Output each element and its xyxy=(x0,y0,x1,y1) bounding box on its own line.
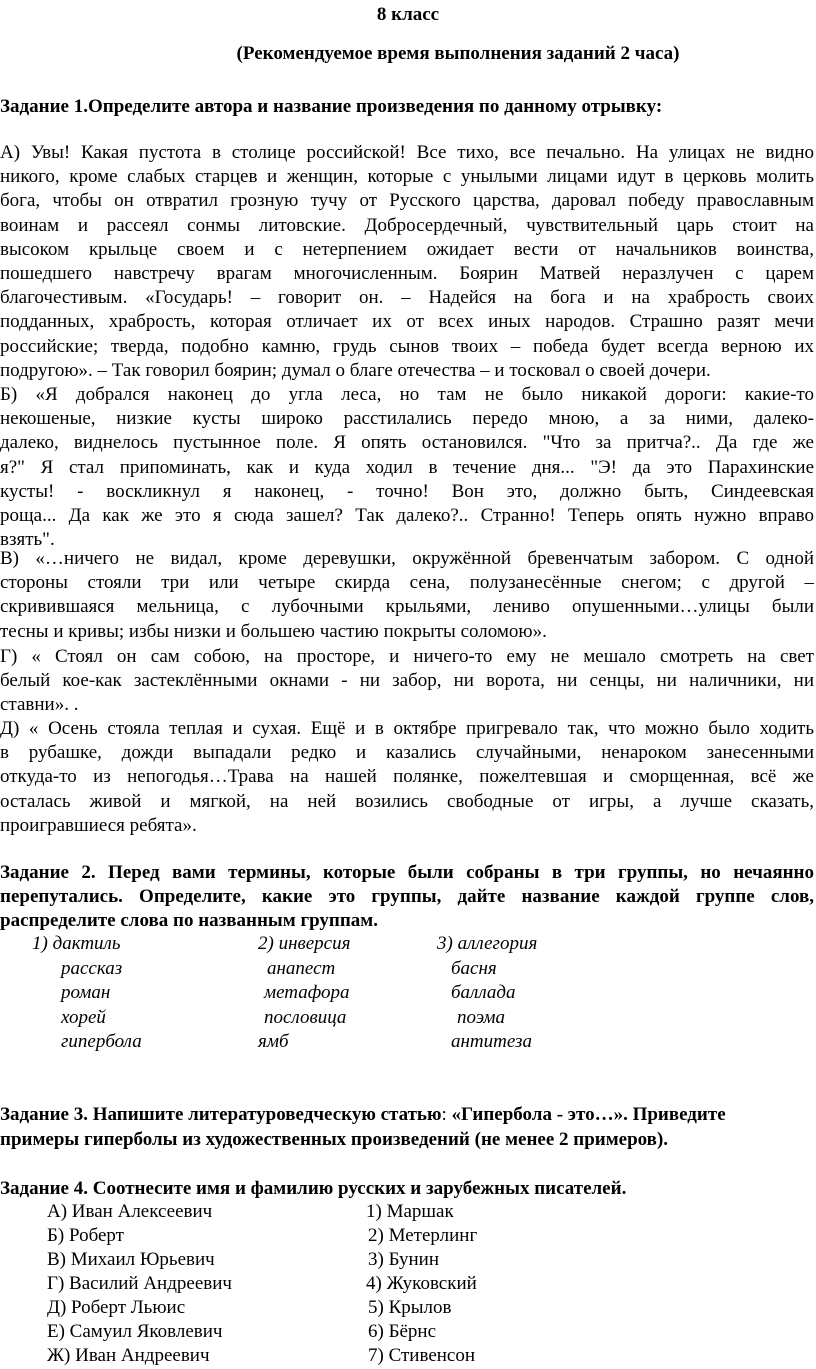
passage-line: я?" Я стал припоминать, как и куда ходил в течение дня... "Э! да это Парахинские xyxy=(0,456,814,478)
passage-line: далеко, виднелось пустынное поле. Я опять остановился. "Что за притча?.. Да где же xyxy=(0,432,814,454)
task3-line1 xyxy=(0,1104,726,1126)
passage-line: осталась живой и мягкой, на ней возились свободные от игры, а лучше сказать, xyxy=(0,790,814,812)
term-item: поэма xyxy=(457,1007,506,1028)
task3-title-rest: «Гипербола - это…». Приведите xyxy=(446,1104,726,1125)
writer-surname: 3) Бунин xyxy=(368,1249,440,1270)
task1-passage xyxy=(0,717,814,838)
term-item: 3) аллегория xyxy=(437,933,538,954)
task3-line2: примеры гиперболы из художественных произведений (не менее 2 примеров). xyxy=(0,1129,669,1150)
writer-surname: 2) Метерлинг xyxy=(368,1225,478,1246)
task2-title-line: распределите слова по названным группам. xyxy=(0,910,378,932)
passage-line: кусты! - воскликнул я наконец, - точно! Вон это, должно быть, Синдеевская xyxy=(0,480,814,502)
writer-name: Б) Роберт xyxy=(47,1225,124,1246)
time-note: (Рекомендуемое время выполнения заданий 2 часа) xyxy=(236,43,680,64)
passage-line: Б) «Я добрался наконец до угла леса, но там не было никакой дороги: какие-то xyxy=(0,384,814,405)
passage-line: проигравшиеся ребята». xyxy=(0,814,197,836)
task3-title: Задание 3. Напишите литературоведческую статью xyxy=(0,1104,442,1125)
task2-title-line: перепутались. Определите, какие это группы, дайте название каждой группе слов, xyxy=(0,886,814,908)
writer-surname: 7) Стивенсон xyxy=(368,1345,476,1366)
passage-line: Д) « Осень стояла теплая и сухая. Ещё и в октябре пригревало так, что можно было ходить xyxy=(0,718,814,739)
passage-line: тесны и кривы; избы низки и большею частию покрыты соломою». xyxy=(0,620,547,642)
term-item: рассказ xyxy=(61,958,123,979)
passage-line: российские; тверда, подобно камню, грудь сынов твоих – победа будет всегда верною их xyxy=(0,335,814,357)
passage-line: пошедшего навстречу врагам многочисленным. Боярин Матвей неразлучен с царем xyxy=(0,263,814,285)
task1-passage xyxy=(0,141,814,383)
passage-line: А) Увы! Какая пустота в столице российской! Все тихо, все печально. На улицах не видно xyxy=(0,142,814,163)
passage-line: откуда-то из непогодья…Трава на нашей полянке, пожелтевшая и сморщенная, всё же xyxy=(0,766,814,788)
term-item: анапест xyxy=(267,958,336,979)
task4-title: Задание 4. Соотнесите имя и фамилию русских и зарубежных писателей. xyxy=(0,1178,627,1199)
writer-name: Ж) Иван Андреевич xyxy=(47,1345,210,1366)
term-item: метафора xyxy=(264,982,350,1003)
passage-line: роща... Да как же это я сюда зашел? Так далеко?.. Странно! Теперь опять нужно вправо xyxy=(0,505,814,527)
passage-line: Г) « Стоял он сам собою, на просторе, и ничего-то ему не мешало смотреть на свет xyxy=(0,646,814,667)
passage-line: воинам и рассеял сонмы литовские. Добросердечный, чувствительный царь стоит на xyxy=(0,214,814,236)
passage-line: белый кое-как застеклёнными окнами - ни забор, ни ворота, ни сенцы, ни наличники, ни xyxy=(0,670,814,692)
writer-surname: 1) Маршак xyxy=(366,1201,454,1222)
writer-name: Д) Роберт Льюис xyxy=(47,1297,186,1318)
task2-title-text xyxy=(0,861,814,934)
passage-line: благочестивым. «Государь! – говорит он. – Надейся на бога и на храбрость своих xyxy=(0,287,814,309)
passage-line: бога, чтобы он отвратил грозную тучу от Русского царства, даровал победу православным xyxy=(0,190,814,212)
grade-heading: 8 класс xyxy=(376,4,440,25)
passage-line: скривившаяся мельница, с лубочными крыльями, лениво опушенными…улицы были xyxy=(0,596,814,618)
task1-title: Задание 1.Определите автора и название произведения по данному отрывку: xyxy=(0,96,663,117)
term-item: роман xyxy=(61,982,111,1003)
writer-name: Г) Василий Андреевич xyxy=(47,1273,232,1294)
term-item: хорей xyxy=(61,1007,106,1028)
passage-line: некошеные, низкие кусты широко расстилались передо мною, а за ними, далеко- xyxy=(0,408,814,430)
term-item: ямб xyxy=(258,1031,289,1052)
term-item: баллада xyxy=(451,982,516,1003)
passage-line: высоком крыльце своем и с нетерпением ожидает вести от начальников воинства, xyxy=(0,238,814,260)
passage-line: В) «…ничего не видал, кроме деревушки, окружённой бревенчатым забором. С одной xyxy=(0,548,814,569)
term-item: басня xyxy=(451,958,497,979)
passage-line: взять". xyxy=(0,529,55,551)
task1-passage xyxy=(0,645,814,718)
term-item: гипербола xyxy=(61,1031,142,1052)
writer-name: А) Иван Алексеевич xyxy=(47,1201,213,1222)
term-item: пословица xyxy=(264,1007,347,1028)
writer-name: В) Михаил Юрьевич xyxy=(47,1249,215,1270)
writer-surname: 4) Жуковский xyxy=(366,1273,477,1294)
writer-surname: 5) Крылов xyxy=(368,1297,452,1318)
passage-line: в рубашке, дожди выпадали редко и казались случайными, ненароком занесенными xyxy=(0,742,814,764)
passage-line: подругою». – Так говорил боярин; думал о благе отечества – и тосковал о своей дочери. xyxy=(0,359,711,381)
task2-title-line: Задание 2. Перед вами термины, которые были собраны в три группы, но нечаянно xyxy=(0,862,814,883)
passage-line: стороны стояли три или четыре скирда сена, полузанесённые снегом; с другой – xyxy=(0,572,814,594)
writer-name: Е) Самуил Яковлевич xyxy=(47,1321,223,1342)
term-item: антитеза xyxy=(451,1031,532,1052)
passage-line: никого, кроме слабых старцев и женщин, которые с унылыми лицами идут в церковь молить xyxy=(0,166,814,188)
term-item: 1) дактиль xyxy=(32,933,121,954)
task1-passage xyxy=(0,547,814,644)
writer-surname: 6) Бёрнс xyxy=(368,1321,437,1342)
passage-line: подданных, храбрость, которая отличает их от всех иных народов. Страшно разят мечи xyxy=(0,311,814,333)
task1-passage xyxy=(0,383,814,552)
term-item: 2) инверсия xyxy=(258,933,351,954)
passage-line: ставни». . xyxy=(0,694,79,716)
task3-colon: : xyxy=(441,1104,447,1125)
